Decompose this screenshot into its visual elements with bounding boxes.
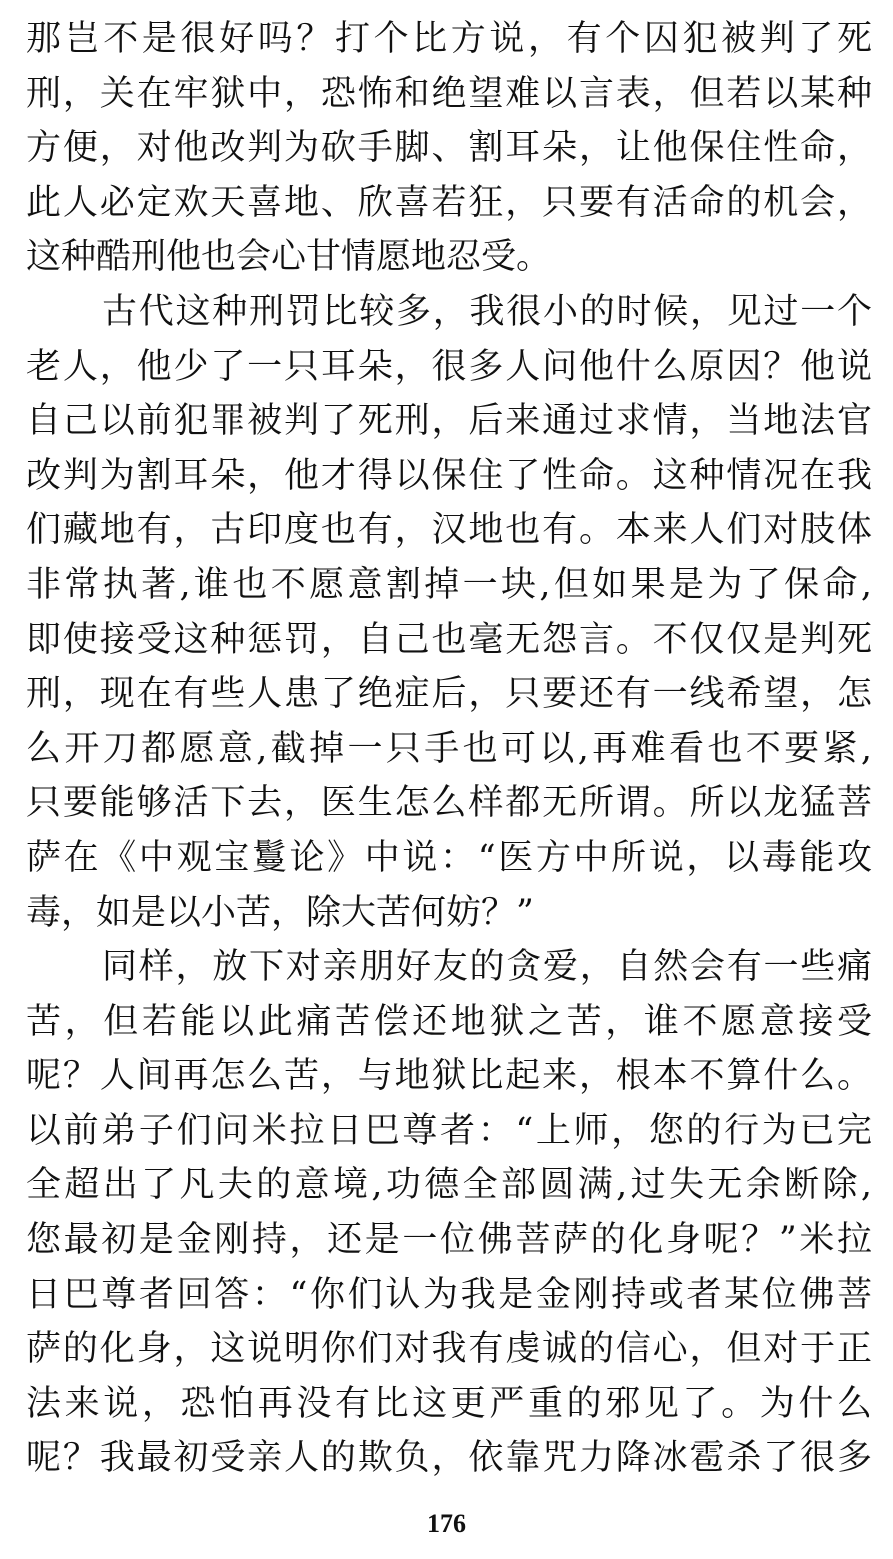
text-line: 法来说，恐怕再没有比这更严重的邪见了。为什么 — [26, 1383, 872, 1424]
text-line: 萨的化身，这说明你们对我有虔诚的信心，但对于正 — [26, 1329, 872, 1370]
text-line: 即使接受这种惩罚，自己也毫无怨言。不仅仅是判死 — [26, 619, 872, 660]
page-number: 176 — [427, 1509, 466, 1538]
text-line: 呢？人间再怎么苦，与地狱比起来，根本不算什么。 — [26, 1056, 872, 1097]
text-line: 日巴尊者回答：“你们认为我是金刚持或者某位佛菩 — [26, 1274, 872, 1315]
text-line: 以前弟子们问米拉日巴尊者：“上师，您的行为已完 — [26, 1110, 872, 1151]
text-line: 这种酷刑他也会心甘情愿地忍受。 — [26, 237, 552, 278]
text-line: 全超出了凡夫的意境,功德全部圆满,过失无余断除, — [26, 1165, 872, 1206]
text-line: 改判为割耳朵，他才得以保住了性命。这种情况在我 — [26, 455, 872, 496]
text-line: 么开刀都愿意,截掉一只手也可以,再难看也不要紧, — [26, 728, 872, 769]
text-line: 刑，现在有些人患了绝症后，只要还有一线希望，怎 — [26, 674, 872, 715]
text-line: 此人必定欢天喜地、欣喜若狂，只要有活命的机会， — [26, 182, 872, 223]
body-text — [26, 12, 872, 1486]
text-line: 同样，放下对亲朋好友的贪爱，自然会有一些痛 — [102, 947, 872, 988]
text-line: 呢？我最初受亲人的欺负，依靠咒力降冰雹杀了很多 — [26, 1438, 872, 1479]
text-line: 刑，关在牢狱中，恐怖和绝望难以言表，但若以某种 — [26, 73, 872, 114]
text-line: 自己以前犯罪被判了死刑，后来通过求情，当地法官 — [26, 401, 872, 442]
text-line: 只要能够活下去，医生怎么样都无所谓。所以龙猛菩 — [26, 783, 872, 824]
text-line: 您最初是金刚持，还是一位佛菩萨的化身呢？”米拉 — [26, 1220, 872, 1261]
text-line: 毒，如是以小苦，除大苦何妨？” — [26, 892, 534, 933]
text-line: 古代这种刑罚比较多，我很小的时候，见过一个 — [102, 291, 872, 332]
text-line: 们藏地有，古印度也有，汉地也有。本来人们对肢体 — [26, 510, 872, 551]
text-line: 非常执著,谁也不愿意割掉一块,但如果是为了保命, — [26, 564, 872, 605]
text-line: 萨在《中观宝鬘论》中说：“医方中所说，以毒能攻 — [26, 837, 872, 878]
text-line: 老人，他少了一只耳朵，很多人问他什么原因？他说 — [26, 346, 872, 387]
text-line: 那岂不是很好吗？打个比方说，有个囚犯被判了死 — [26, 19, 872, 59]
text-line: 方便，对他改判为砍手脚、割耳朵，让他保住性命， — [26, 128, 872, 169]
text-line: 苦，但若能以此痛苦偿还地狱之苦，谁不愿意接受 — [26, 1001, 872, 1042]
